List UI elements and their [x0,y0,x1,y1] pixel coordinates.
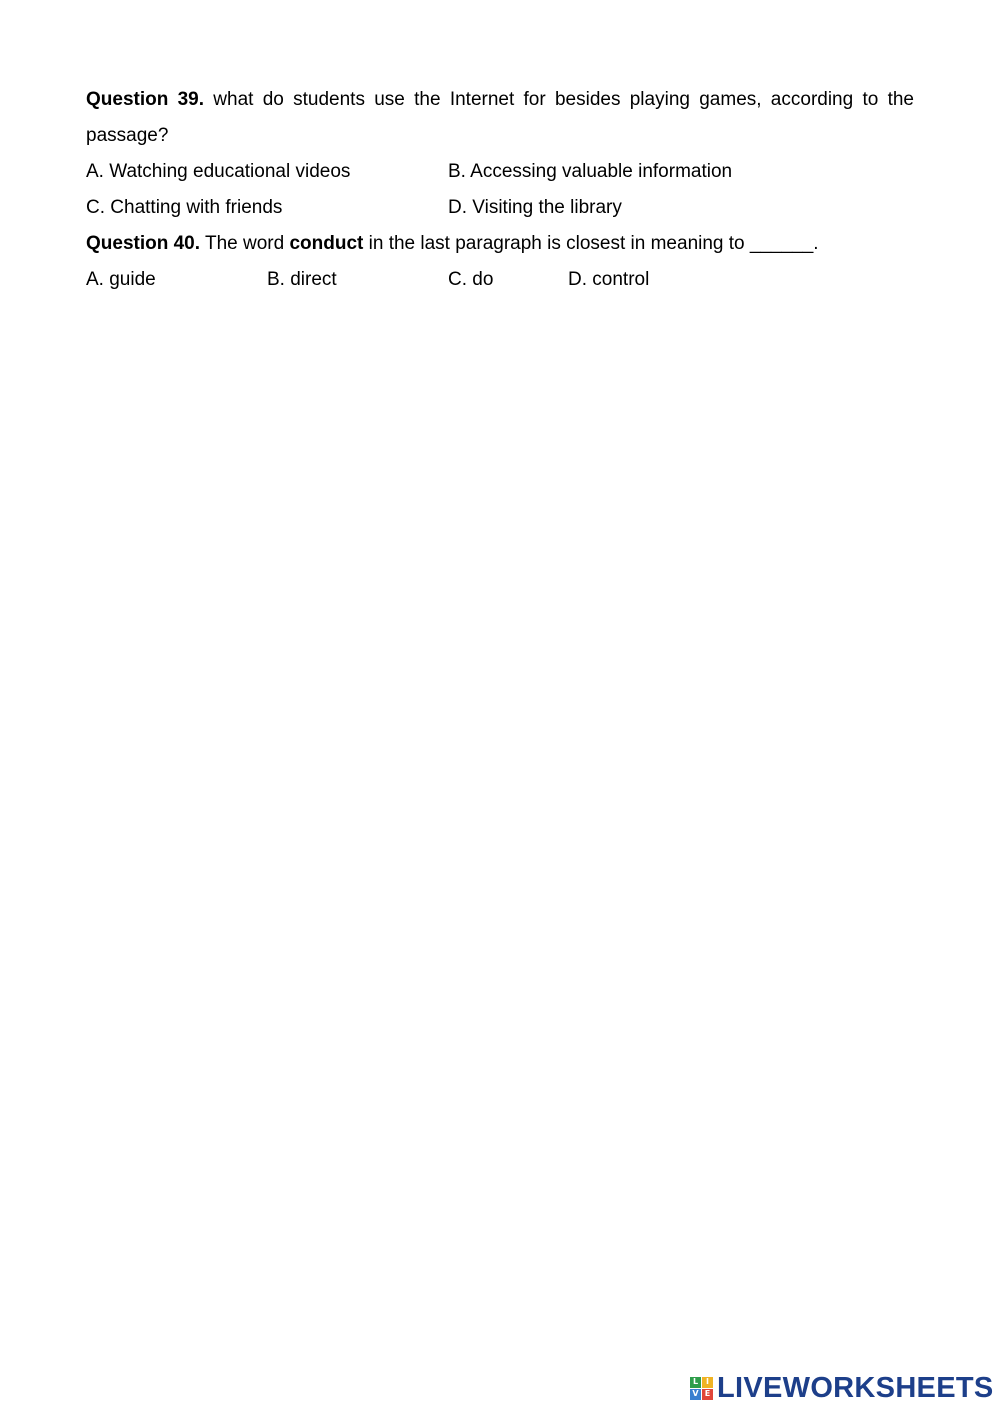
question-39-option-c[interactable]: C. Chatting with friends [86,197,283,218]
logo-cell-v: V [690,1389,701,1400]
question-40-text-before: The word [200,233,290,254]
question-40-text-after: in the last paragraph is closest in meaning to ______. [363,233,819,254]
question-40-option-a[interactable]: A. guide [86,269,156,290]
question-39-option-a[interactable]: A. Watching educational videos [86,161,351,182]
questions-area [86,82,914,298]
question-39-text: what do students use the Internet for besides playing games, according to the passage? [86,89,915,146]
question-39-label: Question 39. [86,89,205,110]
question-39-option-d[interactable]: D. Visiting the library [448,197,622,218]
question-40-keyword: conduct [289,233,364,254]
question-40-label: Question 40. [86,233,201,254]
question-40-stem [86,226,914,262]
question-39-stem [86,82,914,154]
question-40-option-d[interactable]: D. control [568,269,650,290]
question-39-options-row-1 [86,154,914,190]
logo-cell-l: L [690,1377,701,1388]
liveworksheets-logo-text: LIVEWORKSHEETS [717,1371,994,1404]
question-39-options-row-2 [86,190,914,226]
liveworksheets-logo [690,1370,994,1406]
question-40-option-b[interactable]: B. direct [267,269,337,290]
question-40-options-row [86,262,914,298]
liveworksheets-logo-icon [690,1377,713,1400]
logo-cell-i: I [702,1377,713,1388]
question-40-option-c[interactable]: C. do [448,269,494,290]
question-39-option-b[interactable]: B. Accessing valuable information [448,161,733,182]
logo-cell-e: E [702,1389,713,1400]
